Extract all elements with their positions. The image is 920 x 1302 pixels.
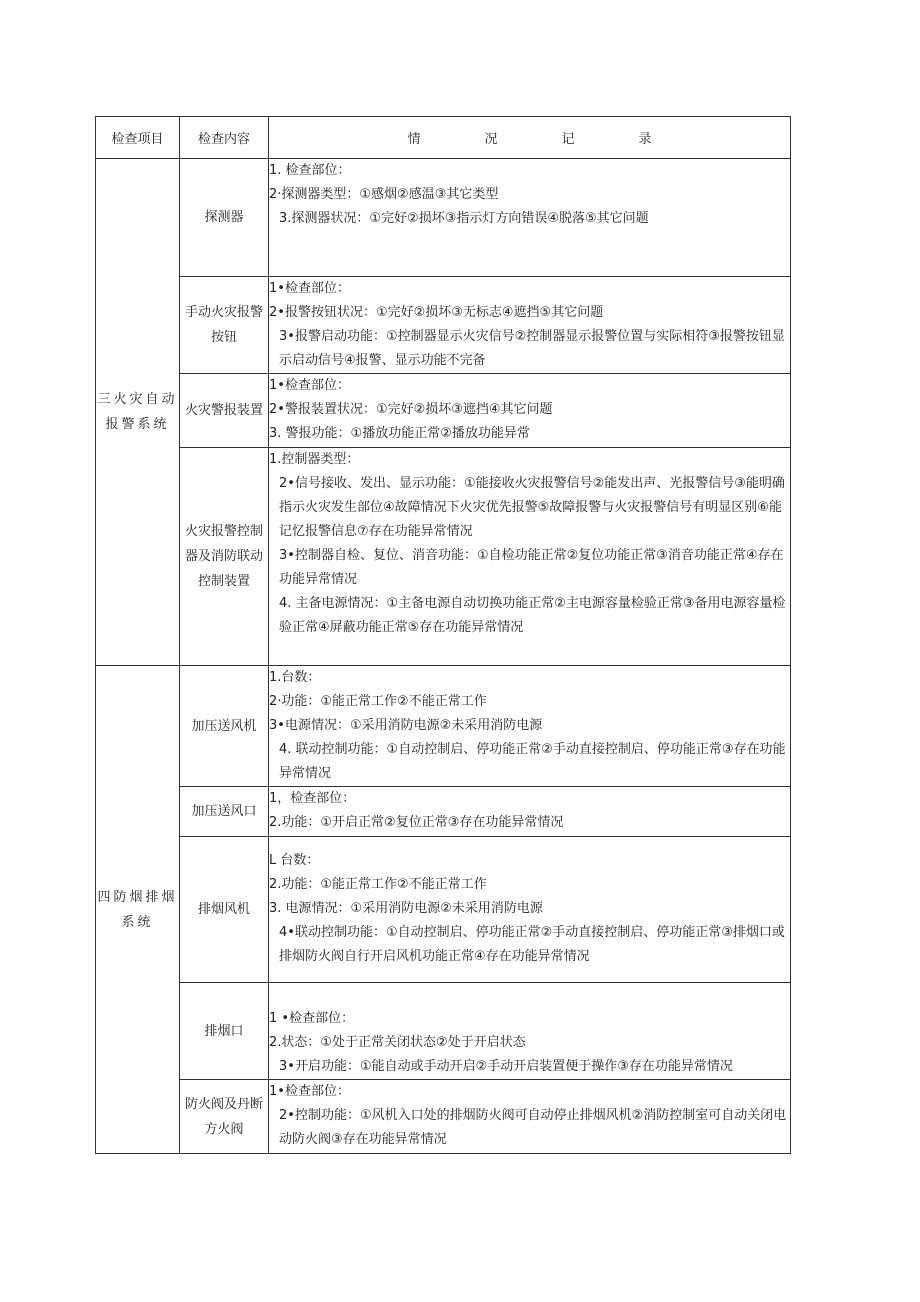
category-cell: 四防烟排烟系统 bbox=[96, 666, 180, 1154]
header-content: 检查内容 bbox=[180, 117, 269, 159]
table-row bbox=[96, 666, 791, 787]
record-cell bbox=[269, 159, 791, 277]
item-name: 火灾报警控制器及消防联动控制装置 bbox=[180, 448, 269, 666]
record-line: 2•警报装置状况：①完好②损坏③遮挡④其它问题 bbox=[269, 402, 553, 417]
table-row bbox=[96, 837, 791, 983]
record-line: 4. 联动控制功能：①自动控制启、停功能正常②手动直接控制启、停功能正常③存在功能异常情况 bbox=[279, 742, 786, 781]
record-line: 1，检查部位： bbox=[269, 791, 356, 806]
category-cell: 三火灾自动报警系统 bbox=[96, 159, 180, 666]
record-line: 3•开启功能：①能自动或手动开启②手动开启装置便于操作③存在功能异常情况 bbox=[279, 1059, 733, 1074]
item-name: 排烟风机 bbox=[180, 837, 269, 983]
record-line: 4•联动控制功能：①自动控制启、停功能正常②手动直接控制启、停功能正常③排烟口或排烟防火阀自行开启风机功能正常④存在功能异常情况 bbox=[279, 925, 785, 964]
record-line: 2.功能：①能正常工作②不能正常工作 bbox=[269, 877, 487, 892]
table-row bbox=[96, 983, 791, 1080]
record-line: 2·功能：①能正常工作②不能正常工作 bbox=[269, 694, 487, 709]
item-name: 探测器 bbox=[180, 159, 269, 277]
item-name: 加压送风口 bbox=[180, 787, 269, 837]
record-cell bbox=[269, 1080, 791, 1154]
item-name: 手动火灾报警按钮 bbox=[180, 277, 269, 374]
record-line: 2•报警按钮状况：①完好②损坏③无标志④遮挡⑤其它问题 bbox=[269, 305, 604, 320]
record-line: 3•报警启动功能：①控制器显示火灾信号②控制器显示报警位置与实际相符③报警按钮显示启动信号④报警、显示功能不完备 bbox=[279, 329, 785, 368]
record-line: 1. 检查部位： bbox=[269, 163, 351, 178]
record-line: 2•信号接收、发出、显示功能：①能接收火灾报警信号②能发出声、光报警信号③能明确指示火灾发生部位④故障情况下火灾优先报警⑤故障报警与火灾报警信号有明显区别⑥能记忆报警信息⑦存在功能异常情况 bbox=[279, 476, 785, 539]
record-line: 1•检查部位： bbox=[269, 1084, 350, 1099]
record-line: 2.功能：①开启正常②复位正常③存在功能异常情况 bbox=[269, 815, 564, 830]
header-record bbox=[269, 117, 791, 159]
record-cell bbox=[269, 837, 791, 983]
record-line: L 台数： bbox=[269, 853, 320, 868]
item-name: 加压送风机 bbox=[180, 666, 269, 787]
header-record-char: 情 bbox=[407, 132, 421, 147]
item-name: 火灾警报装置 bbox=[180, 374, 269, 448]
record-cell bbox=[269, 983, 791, 1080]
record-line: 3•控制器自检、复位、消音功能：①自检功能正常②复位功能正常③消音功能正常④存在功能异常情况 bbox=[279, 548, 784, 587]
header-record-char: 记 bbox=[561, 132, 575, 147]
table-row bbox=[96, 787, 791, 837]
record-line: 2•控制功能：①风机入口处的排烟防火阀可自动停止排烟风机②消防控制室可自动关闭电动防火阀③存在功能异常情况 bbox=[279, 1108, 787, 1147]
record-line: 1 •检查部位： bbox=[269, 1011, 355, 1026]
record-line: 1•检查部位： bbox=[269, 378, 350, 393]
header-record-char: 录 bbox=[638, 132, 652, 147]
header-item: 检查项目 bbox=[96, 117, 180, 159]
record-line: 1.控制器类型： bbox=[269, 452, 360, 467]
record-cell bbox=[269, 787, 791, 837]
record-line: 1•检查部位： bbox=[269, 281, 350, 296]
record-cell bbox=[269, 277, 791, 374]
record-cell bbox=[269, 448, 791, 666]
record-cell bbox=[269, 666, 791, 787]
record-line: 1.台数： bbox=[269, 670, 321, 685]
record-line: 3.探测器状况：①完好②损坏③指示灯方向错误④脱落⑤其它问题 bbox=[279, 211, 649, 226]
table-row bbox=[96, 448, 791, 666]
inspection-table bbox=[95, 116, 791, 1154]
item-name: 排烟口 bbox=[180, 983, 269, 1080]
item-name: 防火阀及丹断方火阀 bbox=[180, 1080, 269, 1154]
record-line: 2·探测器类型：①感烟②感温③其它类型 bbox=[269, 187, 499, 202]
record-cell bbox=[269, 374, 791, 448]
record-line: 2.状态：①处于正常关闭状态②处于开启状态 bbox=[269, 1035, 526, 1050]
record-line: 3•电源情况：①采用消防电源②未采用消防电源 bbox=[269, 718, 543, 733]
table-row bbox=[96, 277, 791, 374]
table-row bbox=[96, 374, 791, 448]
table-row bbox=[96, 1080, 791, 1154]
record-line: 4. 主备电源情况：①主备电源自动切换功能正常②主电源容量检验正常③备用电源容量检验正常④屏蔽功能正常⑤存在功能异常情况 bbox=[279, 596, 786, 635]
table-row bbox=[96, 159, 791, 277]
header-record-char: 况 bbox=[484, 132, 498, 147]
header-row bbox=[96, 117, 791, 159]
record-line: 3. 电源情况：①采用消防电源②未采用消防电源 bbox=[269, 901, 543, 916]
record-line: 3. 警报功能：①播放功能正常②播放功能异常 bbox=[269, 426, 530, 441]
